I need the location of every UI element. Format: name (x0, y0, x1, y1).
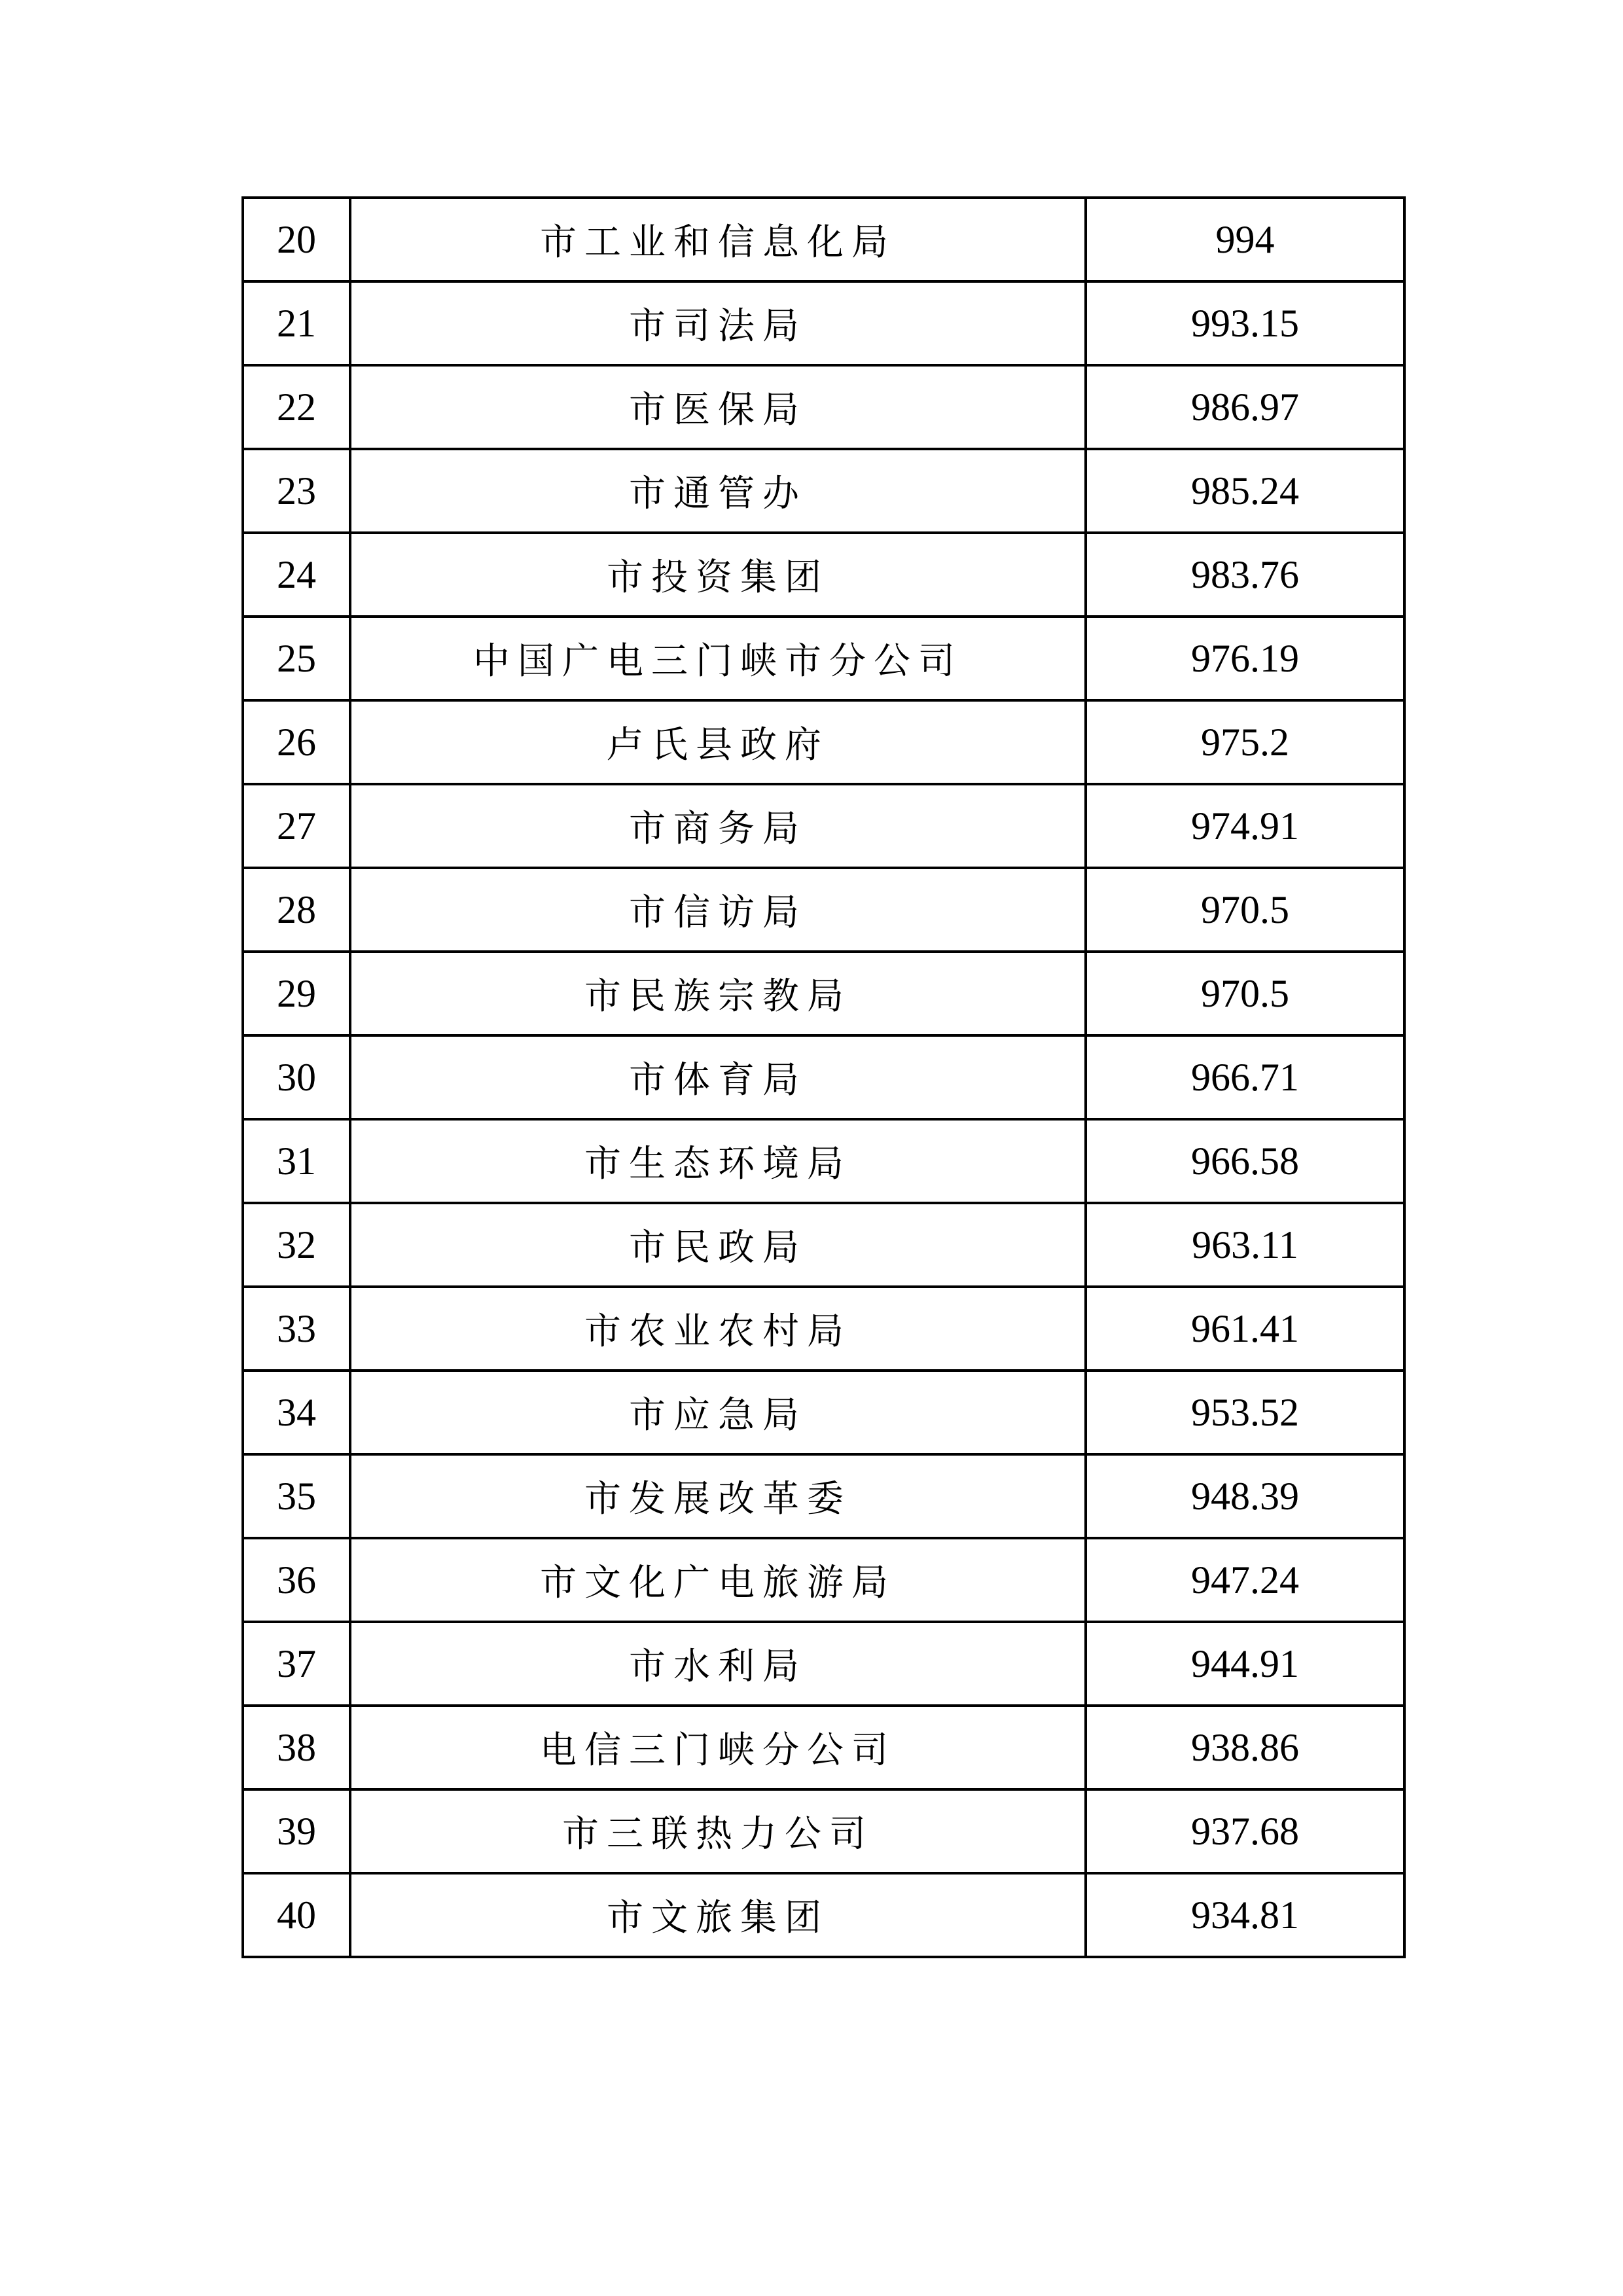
score-cell: 993.15 (1086, 281, 1404, 365)
table-row (243, 1454, 1404, 1538)
ranking-table-body (243, 198, 1404, 1957)
rank-cell: 25 (243, 617, 350, 700)
table-row (243, 281, 1404, 365)
table-row (243, 1789, 1404, 1873)
organization-name-cell: 市商务局 (350, 784, 1086, 868)
table-row (243, 1538, 1404, 1622)
table-row (243, 952, 1404, 1035)
organization-name-cell: 市文化广电旅游局 (350, 1538, 1086, 1622)
table-row (243, 1203, 1404, 1287)
organization-name-cell: 市民族宗教局 (350, 952, 1086, 1035)
rank-cell: 26 (243, 700, 350, 784)
score-cell: 947.24 (1086, 1538, 1404, 1622)
rank-cell: 35 (243, 1454, 350, 1538)
score-cell: 976.19 (1086, 617, 1404, 700)
table-row (243, 868, 1404, 952)
organization-name-cell: 市医保局 (350, 365, 1086, 449)
table-row (243, 1035, 1404, 1119)
table-row (243, 198, 1404, 281)
organization-name-cell: 市投资集团 (350, 533, 1086, 617)
score-cell: 944.91 (1086, 1622, 1404, 1706)
table-row (243, 1119, 1404, 1203)
score-cell: 975.2 (1086, 700, 1404, 784)
score-cell: 937.68 (1086, 1789, 1404, 1873)
organization-name-cell: 卢氏县政府 (350, 700, 1086, 784)
organization-name-cell: 市水利局 (350, 1622, 1086, 1706)
organization-name-cell: 市体育局 (350, 1035, 1086, 1119)
score-cell: 970.5 (1086, 868, 1404, 952)
rank-cell: 23 (243, 449, 350, 533)
organization-name-cell: 市民政局 (350, 1203, 1086, 1287)
table-row (243, 700, 1404, 784)
table-row (243, 1371, 1404, 1454)
rank-cell: 36 (243, 1538, 350, 1622)
score-cell: 986.97 (1086, 365, 1404, 449)
score-cell: 938.86 (1086, 1706, 1404, 1789)
score-cell: 948.39 (1086, 1454, 1404, 1538)
score-cell: 953.52 (1086, 1371, 1404, 1454)
score-cell: 974.91 (1086, 784, 1404, 868)
organization-name-cell: 市生态环境局 (350, 1119, 1086, 1203)
organization-name-cell: 市应急局 (350, 1371, 1086, 1454)
ranking-table (241, 196, 1406, 1958)
rank-cell: 34 (243, 1371, 350, 1454)
organization-name-cell: 市三联热力公司 (350, 1789, 1086, 1873)
rank-cell: 27 (243, 784, 350, 868)
organization-name-cell: 电信三门峡分公司 (350, 1706, 1086, 1789)
organization-name-cell: 市通管办 (350, 449, 1086, 533)
score-cell: 961.41 (1086, 1287, 1404, 1371)
organization-name-cell: 市工业和信息化局 (350, 198, 1086, 281)
table-row (243, 365, 1404, 449)
score-cell: 966.71 (1086, 1035, 1404, 1119)
rank-cell: 38 (243, 1706, 350, 1789)
organization-name-cell: 市发展改革委 (350, 1454, 1086, 1538)
rank-cell: 40 (243, 1873, 350, 1957)
rank-cell: 31 (243, 1119, 350, 1203)
rank-cell: 30 (243, 1035, 350, 1119)
rank-cell: 29 (243, 952, 350, 1035)
rank-cell: 24 (243, 533, 350, 617)
table-row (243, 1873, 1404, 1957)
table-row (243, 617, 1404, 700)
table-row (243, 533, 1404, 617)
rank-cell: 32 (243, 1203, 350, 1287)
score-cell: 934.81 (1086, 1873, 1404, 1957)
organization-name-cell: 市农业农村局 (350, 1287, 1086, 1371)
table-row (243, 1287, 1404, 1371)
score-cell: 994 (1086, 198, 1404, 281)
table-row (243, 449, 1404, 533)
organization-name-cell: 市文旅集团 (350, 1873, 1086, 1957)
score-cell: 966.58 (1086, 1119, 1404, 1203)
rank-cell: 20 (243, 198, 350, 281)
score-cell: 983.76 (1086, 533, 1404, 617)
table-row (243, 1706, 1404, 1789)
rank-cell: 33 (243, 1287, 350, 1371)
rank-cell: 28 (243, 868, 350, 952)
table-row (243, 1622, 1404, 1706)
table-row (243, 784, 1404, 868)
rank-cell: 22 (243, 365, 350, 449)
rank-cell: 37 (243, 1622, 350, 1706)
score-cell: 970.5 (1086, 952, 1404, 1035)
score-cell: 963.11 (1086, 1203, 1404, 1287)
rank-cell: 39 (243, 1789, 350, 1873)
organization-name-cell: 中国广电三门峡市分公司 (350, 617, 1086, 700)
organization-name-cell: 市司法局 (350, 281, 1086, 365)
organization-name-cell: 市信访局 (350, 868, 1086, 952)
rank-cell: 21 (243, 281, 350, 365)
score-cell: 985.24 (1086, 449, 1404, 533)
